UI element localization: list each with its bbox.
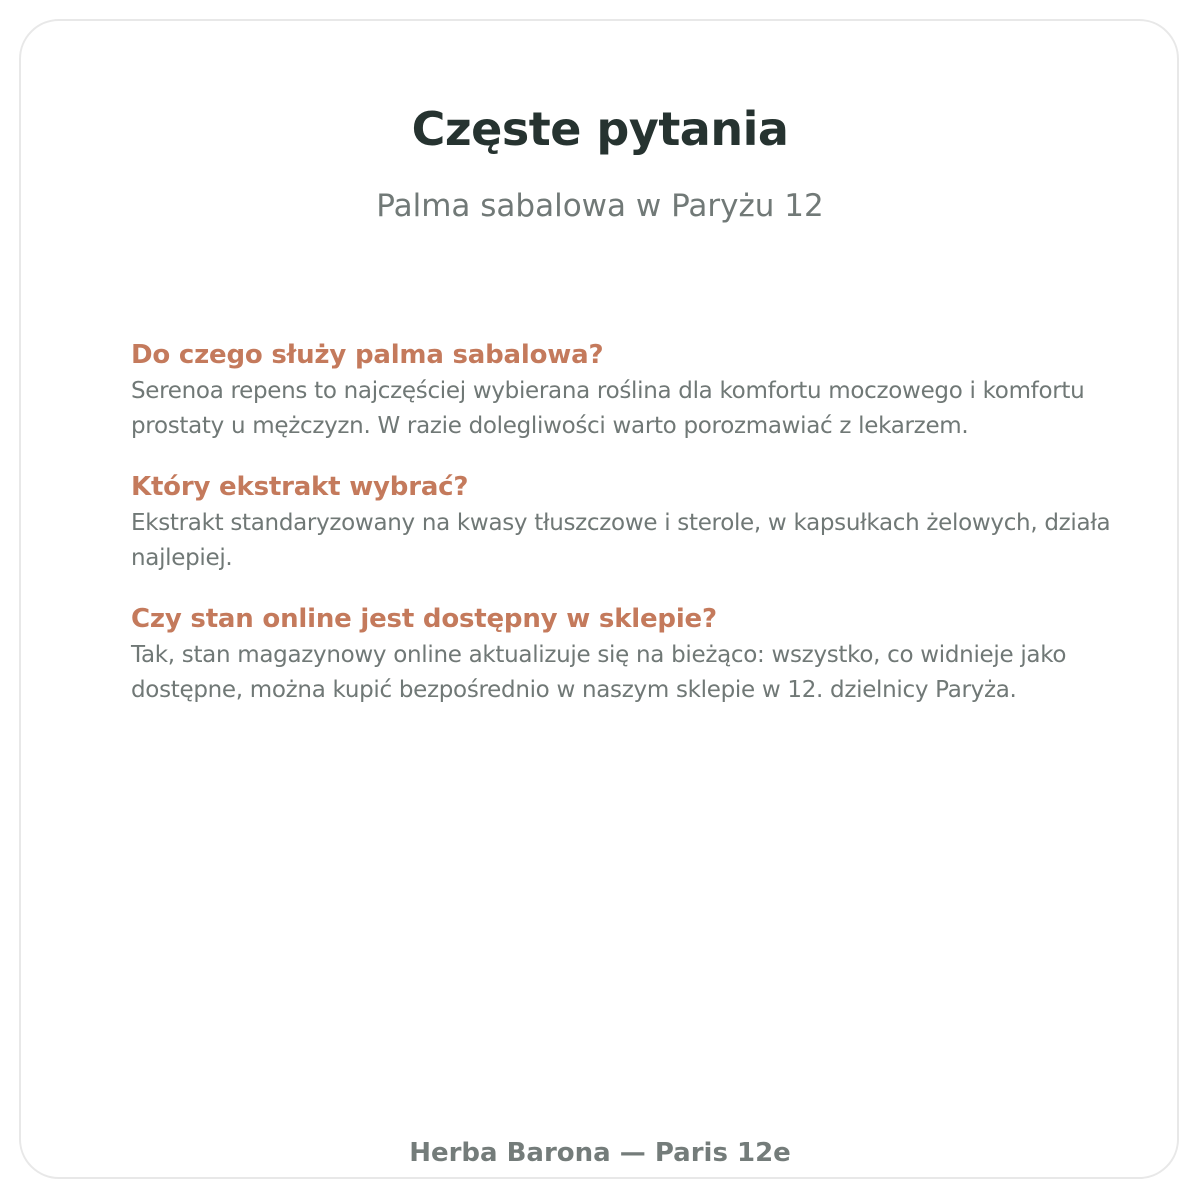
faq-answer: Serenoa repens to najczęściej wybierana roślina dla komfortu moczowego i komfortu prostaty u mężczyzn. W razie dolegliwości warto porozmawiać z lekarzem. bbox=[131, 378, 1085, 439]
faq-list bbox=[131, 336, 1121, 732]
page-subtitle: Palma sabalowa w Paryżu 12 bbox=[376, 188, 824, 224]
faq-item bbox=[131, 336, 1121, 444]
faq-question: Czy stan online jest dostępny w sklepie? bbox=[131, 604, 717, 634]
faq-question: Który ekstrakt wybrać? bbox=[131, 472, 469, 502]
footer-brand: Herba Barona — Paris 12e bbox=[409, 1138, 791, 1168]
faq-answer: Ekstrakt standaryzowany na kwasy tłuszczowe i sterole, w kapsułkach żelowych, działa najlepiej. bbox=[131, 510, 1111, 571]
faq-answer: Tak, stan magazynowy online aktualizuje się na bieżąco: wszystko, co widnieje jako dostępne, można kupić bezpośrednio w naszym sklepie w 12. dzielnicy Paryża. bbox=[131, 642, 1067, 703]
faq-item bbox=[131, 468, 1121, 576]
faq-question: Do czego służy palma sabalowa? bbox=[131, 340, 604, 370]
faq-item bbox=[131, 600, 1121, 708]
page-title: Częste pytania bbox=[411, 102, 789, 156]
